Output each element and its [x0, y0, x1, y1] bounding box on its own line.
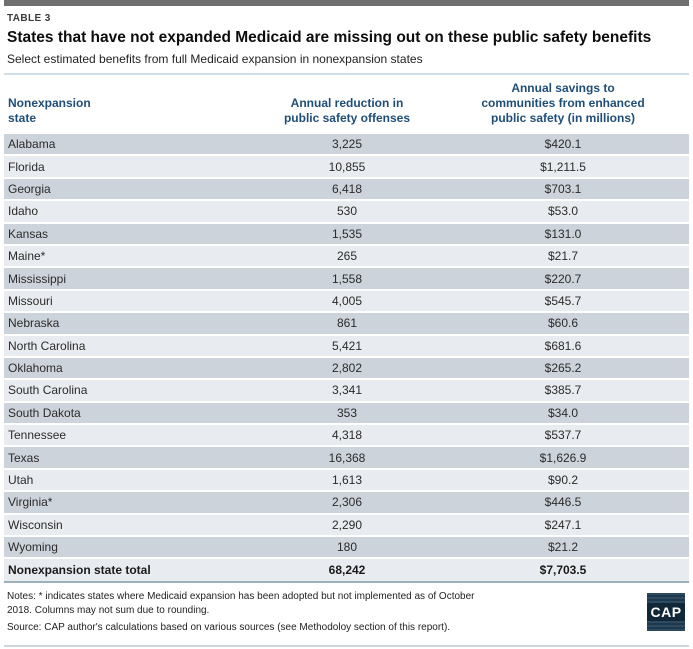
offenses-cell: 6,418	[331, 181, 363, 196]
total-label-cell: Nonexpansion state total	[8, 563, 151, 578]
table-title: States that have not expanded Medicaid are missing out on these public safety benefits	[7, 29, 652, 46]
table-row	[4, 425, 689, 445]
state-cell: South Carolina	[8, 383, 88, 398]
table-row	[4, 537, 689, 557]
table-row	[4, 492, 689, 512]
table-row	[4, 268, 689, 288]
savings-cell: $420.1	[544, 137, 582, 152]
table-row	[4, 246, 689, 266]
table-row	[4, 447, 689, 467]
state-cell: Missouri	[8, 293, 53, 308]
source-text: Source: CAP author's calculations based on various sources (see Methodoloy section of this report).	[7, 622, 451, 634]
savings-cell: $34.0	[547, 405, 579, 420]
state-cell: Florida	[8, 159, 45, 174]
offenses-cell: 530	[336, 204, 358, 219]
footer-area	[4, 583, 689, 638]
total-offenses-cell: 68,242	[328, 563, 366, 578]
table-row	[4, 515, 689, 535]
state-cell: Texas	[8, 450, 40, 465]
state-cell: Wisconsin	[8, 517, 63, 532]
offenses-cell: 4,318	[331, 428, 363, 443]
column-header-savings: Annual savings to communities from enhanced public safety (in millions)	[481, 81, 645, 125]
savings-cell: $446.5	[544, 495, 582, 510]
table-total-row	[4, 559, 689, 583]
state-cell: Virginia*	[8, 495, 53, 510]
notes-text: Notes: * indicates states where Medicaid expansion has been adopted but not implemented as of October 2018. Columns may not sum due to rounding.	[7, 591, 475, 617]
column-header-state: Nonexpansion state	[8, 96, 91, 125]
table-row	[4, 134, 689, 154]
state-cell: Tennessee	[8, 428, 67, 443]
offenses-cell: 16,368	[328, 450, 366, 465]
offenses-cell: 2,802	[331, 361, 363, 376]
state-cell: Utah	[8, 473, 34, 488]
savings-cell: $681.6	[544, 338, 582, 353]
savings-cell: $21.2	[547, 540, 579, 555]
state-cell: Alabama	[8, 137, 56, 152]
table-row	[4, 403, 689, 423]
savings-cell: $1,626.9	[539, 450, 587, 465]
state-cell: Kansas	[8, 226, 49, 241]
table-row	[4, 156, 689, 176]
offenses-cell: 1,613	[331, 473, 363, 488]
total-savings-cell: $7,703.5	[539, 563, 587, 578]
offenses-cell: 180	[336, 540, 358, 555]
table-header-row	[4, 75, 689, 134]
table-row	[4, 201, 689, 221]
table-subtitle: Select estimated benefits from full Medicaid expansion in nonexpansion states	[7, 52, 423, 66]
cap-logo-text: CAP	[647, 603, 684, 621]
savings-cell: $21.7	[547, 249, 579, 264]
offenses-cell: 861	[336, 316, 358, 331]
state-cell: Wyoming	[8, 540, 58, 555]
savings-cell: $265.2	[544, 361, 582, 376]
state-cell: Georgia	[8, 181, 51, 196]
offenses-cell: 353	[336, 405, 358, 420]
savings-cell: $385.7	[544, 383, 582, 398]
savings-cell: $53.0	[547, 204, 579, 219]
table-row	[4, 291, 689, 311]
table-number-label: TABLE 3	[7, 13, 51, 24]
savings-cell: $131.0	[544, 226, 582, 241]
table-row	[4, 336, 689, 356]
table-row	[4, 358, 689, 378]
state-cell: Idaho	[8, 204, 39, 219]
top-accent-bar	[4, 0, 689, 6]
cap-logo	[647, 593, 685, 631]
savings-cell: $703.1	[544, 181, 582, 196]
savings-cell: $537.7	[544, 428, 582, 443]
savings-cell: $545.7	[544, 293, 582, 308]
offenses-cell: 4,005	[331, 293, 363, 308]
offenses-cell: 1,558	[331, 271, 363, 286]
savings-cell: $1,211.5	[540, 159, 586, 174]
state-cell: Maine*	[8, 249, 46, 264]
offenses-cell: 265	[336, 249, 358, 264]
column-header-offenses: Annual reduction in public safety offenses	[283, 96, 411, 125]
offenses-cell: 3,341	[331, 383, 363, 398]
table-body	[4, 134, 689, 557]
offenses-cell: 3,225	[331, 137, 363, 152]
state-cell: Nebraska	[8, 316, 60, 331]
offenses-cell: 2,290	[331, 517, 363, 532]
table-row	[4, 224, 689, 244]
notes-block	[4, 590, 477, 638]
savings-cell: $247.1	[544, 517, 582, 532]
state-cell: Oklahoma	[8, 361, 63, 376]
bottom-rule	[4, 645, 689, 647]
offenses-cell: 2,306	[331, 495, 363, 510]
offenses-cell: 1,535	[331, 226, 363, 241]
offenses-cell: 10,855	[328, 159, 366, 174]
table-row	[4, 380, 689, 400]
table-row	[4, 179, 689, 199]
state-cell: North Carolina	[8, 338, 86, 353]
offenses-cell: 5,421	[331, 338, 363, 353]
table-row	[4, 470, 689, 490]
savings-cell: $220.7	[544, 271, 582, 286]
table-row	[4, 313, 689, 333]
savings-cell: $90.2	[547, 473, 579, 488]
savings-cell: $60.6	[547, 316, 579, 331]
state-cell: Mississippi	[8, 271, 67, 286]
state-cell: South Dakota	[8, 405, 81, 420]
